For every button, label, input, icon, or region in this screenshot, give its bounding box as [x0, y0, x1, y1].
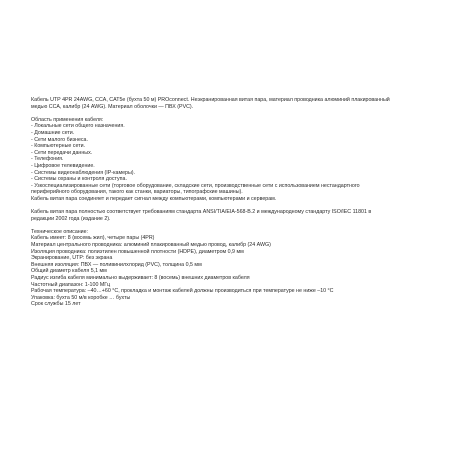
usage-line: периферийного оборудования, такого как станки, вариаторы, типографские машины).	[31, 189, 243, 196]
usage-line: - Цифровое телевидение.	[31, 162, 95, 169]
paragraph-gap	[31, 110, 423, 117]
specs-line: Рабочая температура: –40…+60 °C, прокладка и монтаж кабелей должны производиться при температуре не ниже –10 °C	[31, 288, 334, 295]
specs-line: Общий диаметр кабеля 5,1 мм	[31, 268, 107, 275]
usage-line: - Компьютерные сети.	[31, 143, 86, 150]
specs-line: Кабель имеет: 8 (восемь жил), четыре пары (4PR)	[31, 235, 155, 242]
usage-line: - Сети малого бизнеса.	[31, 136, 88, 143]
standard-line: Кабель витая пара полностью соответствует требованиям стандарта ANSI/TIA/EIA-568-B.2 и международному стандарту ISO/IEC 11801 в	[31, 209, 372, 216]
specs-line: Внешняя изоляция: ПВХ — поливинилхлорид (PVC), толщина 0,5 мм	[31, 261, 202, 268]
usage-line: - Домашние сети.	[31, 129, 75, 136]
usage-line: - Телефония.	[31, 156, 64, 163]
specs-line: Изоляция проводника: полиэтилен повышенной плотности (HDPE), диаметром 0,9 мм	[31, 248, 244, 255]
paragraph-gap	[31, 222, 423, 229]
specs-line: Техническое описание:	[31, 228, 89, 235]
specs-line: Срок службы 15 лет	[31, 301, 81, 308]
usage-line: - Локальные сети общего назначения.	[31, 123, 125, 130]
specs-line: Радиус изгиба кабеля минимально выдерживает: 8 (восемь) внешних диаметров кабеля	[31, 275, 250, 282]
usage-line: - Узкоспециализированные сети (торговое оборудование, складские сети, производственные сети с использованием нестандартного	[31, 182, 360, 189]
usage-line: Область применения кабеля:	[31, 116, 104, 123]
product-description	[31, 97, 423, 308]
specs-line: Экранирование, UTP: без экрана	[31, 255, 113, 262]
paragraph-gap	[31, 203, 423, 210]
specs-line: Упаковка: бухта 50 м/в коробке … бухты	[31, 294, 131, 301]
usage-paragraph	[31, 117, 423, 203]
standard-paragraph	[31, 209, 423, 222]
usage-line: Кабель витая пара соединяет и передает сигнал между компьютерами, компьютерами и серверам.	[31, 195, 277, 202]
usage-line: - Сети передачи данных.	[31, 149, 93, 156]
standard-line: редакции 2002 года (издание 2).	[31, 215, 111, 222]
intro-paragraph	[31, 97, 423, 110]
usage-line: - Системы охраны и контроля доступа.	[31, 176, 127, 183]
intro-line: Кабель UTP 4PR 24AWG, CCA, CAT5e (бухта 50 м) PROconnect. Неэкранированная витая пара, материал проводника алюминий плакированный	[31, 97, 390, 103]
specs-paragraph	[31, 229, 423, 308]
intro-line: медью CCA, калибр (24 AWG). Материал оболочки — ПВХ (PVC).	[31, 103, 194, 110]
specs-line: Частотный диапазон: 1-100 МГц	[31, 281, 111, 288]
specs-line: Материал центрального проводника: алюминий плакированный медью провод, калибр (24 AWG)	[31, 242, 271, 249]
usage-line: - Системы видеонаблюдения (IP-камеры).	[31, 169, 136, 176]
